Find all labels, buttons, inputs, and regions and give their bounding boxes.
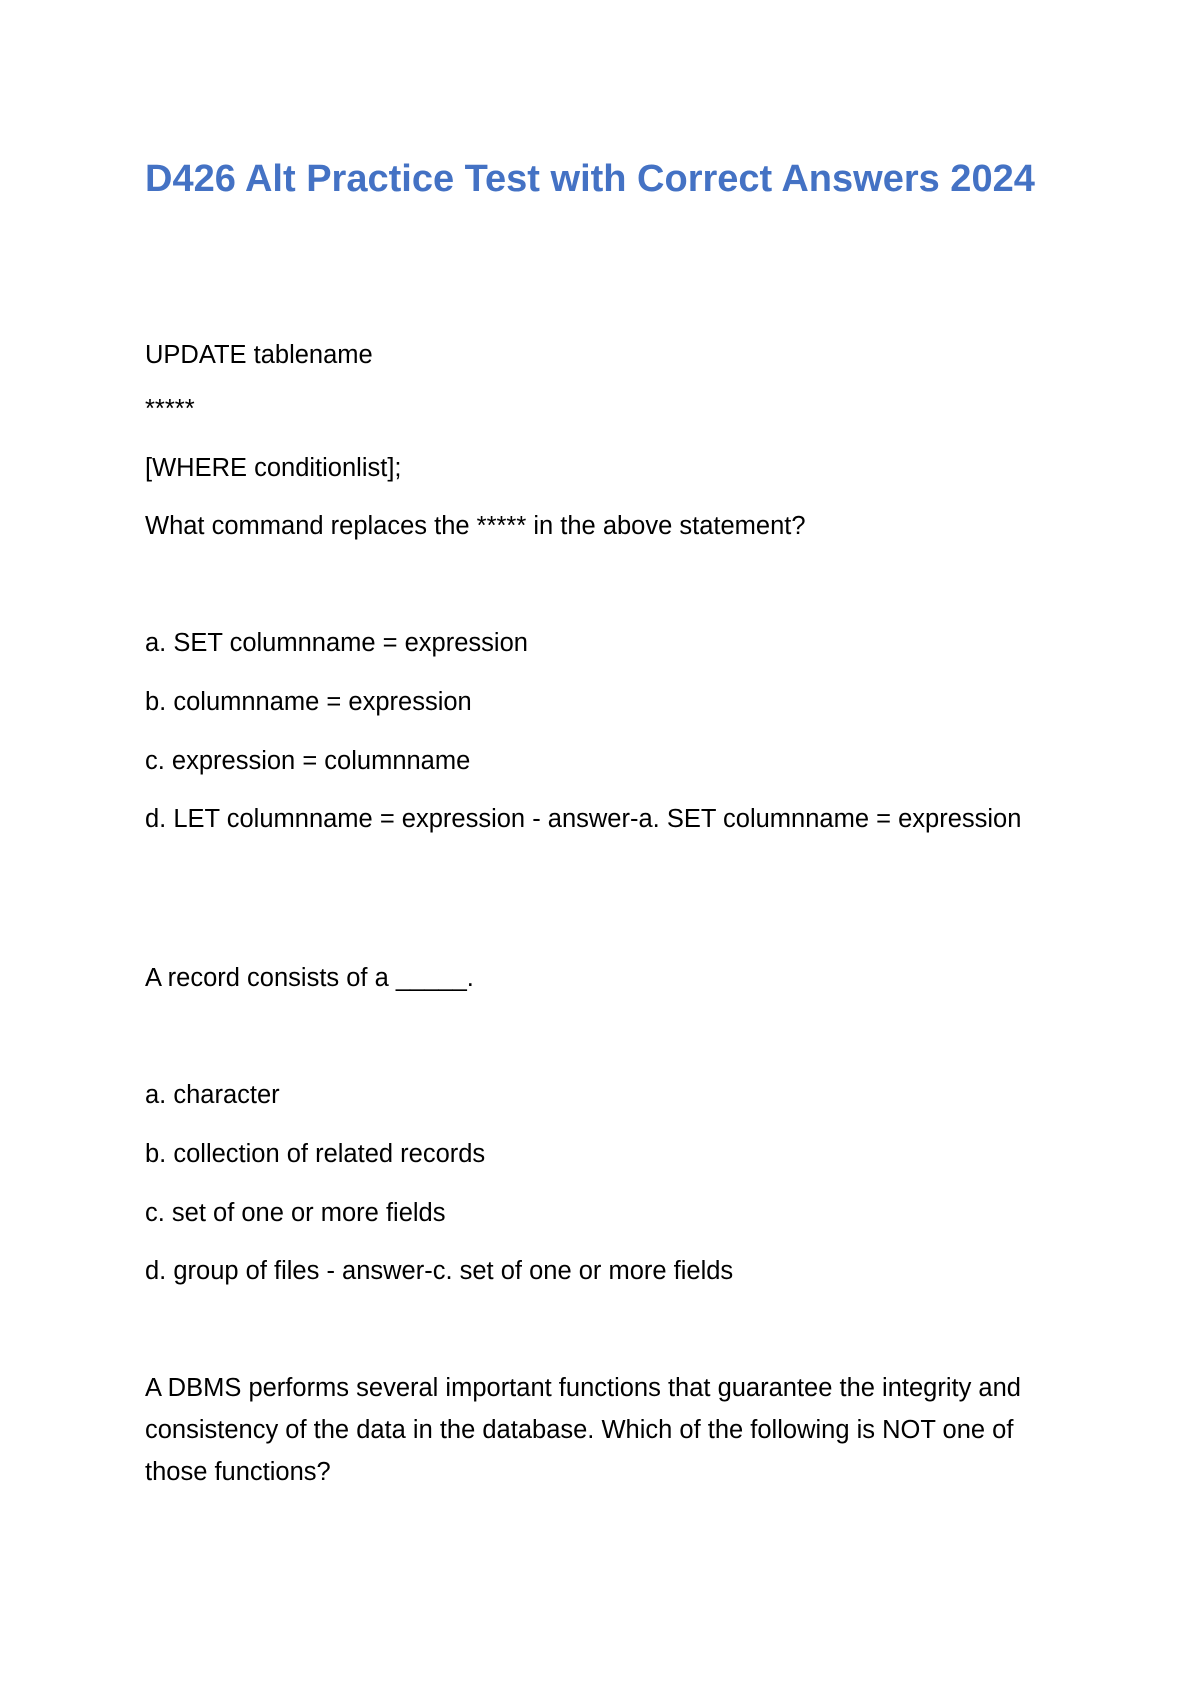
question-2-stem-line-1: A record consists of a _____.: [145, 964, 474, 992]
question-1-option-d: d. LET columnname = expression - answer-a. SET columnname = expression: [145, 805, 1022, 833]
question-1-option-c: c. expression = columnname: [145, 747, 471, 775]
question-1-stem-line-2: *****: [145, 395, 195, 423]
question-2-option-a: a. character: [145, 1081, 280, 1109]
question-1-stem-line-1: UPDATE tablename: [145, 341, 373, 369]
question-2-option-b: b. collection of related records: [145, 1140, 486, 1168]
question-1-option-b: b. columnname = expression: [145, 688, 472, 716]
question-1-option-a: a. SET columnname = expression: [145, 629, 528, 657]
document-page: [145, 0, 1045, 1684]
question-3-stem-line-1: A DBMS performs several important functions that guarantee the integrity and consistency of the data in the database. Which of the following is NOT one of those functions?: [145, 1374, 1029, 1486]
document-title: D426 Alt Practice Test with Correct Answers 2024: [145, 158, 1035, 200]
question-2-option-d: d. group of files - answer-c. set of one or more fields: [145, 1257, 734, 1285]
question-1-stem-line-3: [WHERE conditionlist];: [145, 454, 402, 482]
question-2-option-c: c. set of one or more fields: [145, 1199, 446, 1227]
question-1-stem-line-4: What command replaces the ***** in the above statement?: [145, 512, 806, 540]
